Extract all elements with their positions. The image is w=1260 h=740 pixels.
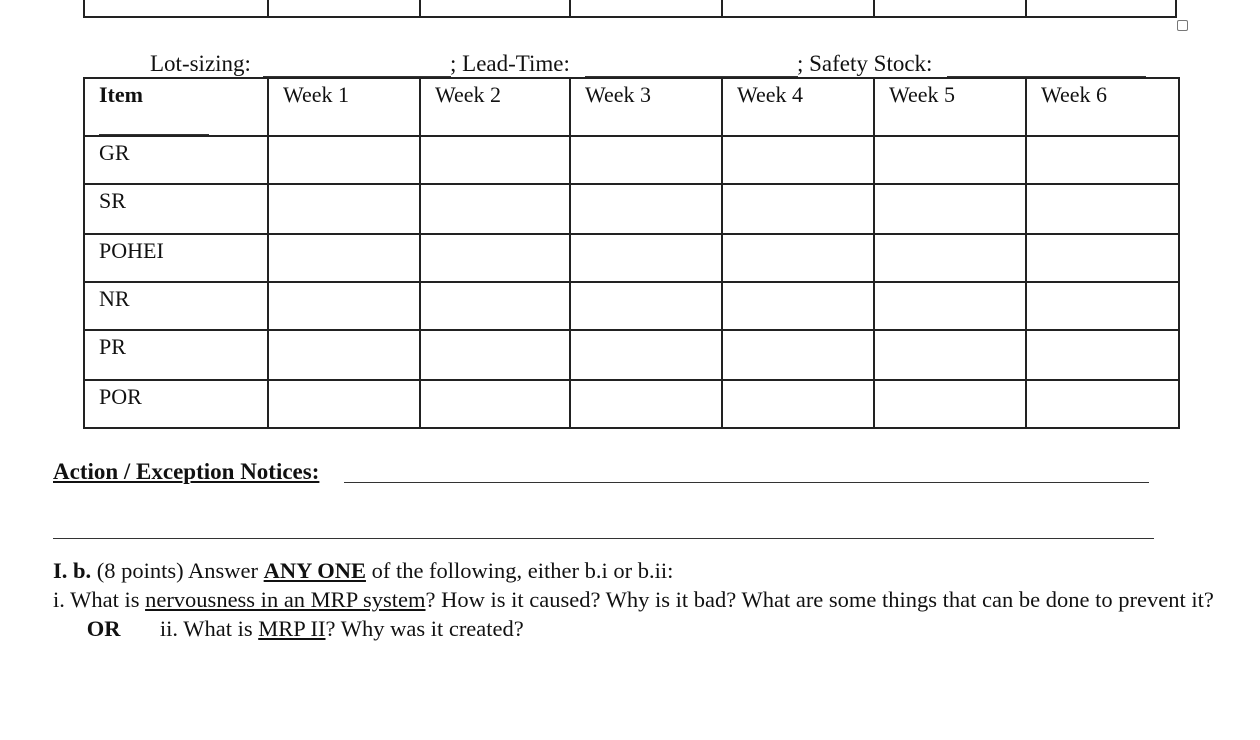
row-label: PR — [84, 330, 268, 380]
lot-sizing-field[interactable] — [263, 52, 451, 77]
previous-table-bottom — [83, 0, 1177, 18]
table-cell[interactable] — [1026, 234, 1179, 282]
row-label: SR — [84, 184, 268, 234]
table-row — [84, 330, 1179, 380]
table-cell[interactable] — [874, 234, 1026, 282]
table-cell[interactable] — [722, 282, 874, 330]
column-divider — [873, 0, 875, 16]
row-label: NR — [84, 282, 268, 330]
table-cell[interactable] — [268, 136, 420, 184]
notices-field-line-2[interactable] — [53, 538, 1154, 539]
notices-heading — [53, 458, 319, 486]
table-cell[interactable] — [420, 282, 570, 330]
table-cell[interactable] — [722, 136, 874, 184]
lot-sizing-label: Lot-sizing: — [150, 51, 251, 76]
or-separator: OR — [86, 616, 121, 641]
table-cell[interactable] — [874, 184, 1026, 234]
column-divider — [419, 0, 421, 16]
table-cell[interactable] — [268, 380, 420, 428]
table-cell[interactable] — [570, 184, 722, 234]
table-row — [84, 282, 1179, 330]
table-cell[interactable] — [570, 330, 722, 380]
table-cell[interactable] — [722, 184, 874, 234]
table-cell[interactable] — [874, 136, 1026, 184]
row-label: GR — [84, 136, 268, 184]
header-week: Week 2 — [420, 78, 570, 136]
question-block — [53, 556, 1233, 643]
column-divider — [721, 0, 723, 16]
table-cell[interactable] — [570, 380, 722, 428]
resize-handle-icon[interactable] — [1177, 20, 1188, 31]
header-item: Item — [84, 78, 268, 136]
table-cell[interactable] — [570, 136, 722, 184]
header-week: Week 4 — [722, 78, 874, 136]
table-row — [84, 380, 1179, 428]
question-id: I. b. — [53, 558, 92, 583]
notices-field-line-1[interactable] — [344, 482, 1149, 483]
header-week: Week 3 — [570, 78, 722, 136]
table-cell[interactable] — [1026, 380, 1179, 428]
lead-time-label: ; Lead-Time: — [450, 51, 570, 76]
table-cell[interactable] — [874, 380, 1026, 428]
column-divider — [1025, 0, 1027, 16]
table-cell[interactable] — [570, 282, 722, 330]
notices-label: Action / Exception Notices: — [53, 459, 320, 484]
table-cell[interactable] — [1026, 184, 1179, 234]
row-label: POHEI — [84, 234, 268, 282]
table-row — [84, 136, 1179, 184]
any-one-emphasis: ANY ONE — [263, 558, 366, 583]
table-cell[interactable] — [722, 380, 874, 428]
table-cell[interactable] — [874, 282, 1026, 330]
option-i-text: ? How is it caused? Why is it bad? What are some things that can be done to prevent it? — [425, 587, 1214, 612]
table-row — [84, 184, 1179, 234]
table-cell[interactable] — [420, 330, 570, 380]
header-week: Week 1 — [268, 78, 420, 136]
table-cell[interactable] — [1026, 136, 1179, 184]
table-cell[interactable] — [1026, 330, 1179, 380]
table-cell[interactable] — [874, 330, 1026, 380]
question-instructions: of the following, either b.i or b.ii: — [371, 558, 674, 583]
option-i-term: nervousness in an MRP system — [145, 587, 426, 612]
table-cell[interactable] — [420, 234, 570, 282]
column-divider — [267, 0, 269, 16]
table-cell[interactable] — [420, 184, 570, 234]
safety-stock-field[interactable] — [947, 52, 1146, 77]
table-cell[interactable] — [420, 136, 570, 184]
column-divider — [569, 0, 571, 16]
mrp-table — [83, 77, 1180, 429]
question-points: (8 points) Answer — [96, 558, 259, 583]
option-ii-prefix: ii. What is — [159, 616, 253, 641]
item-name-field[interactable] — [99, 134, 209, 135]
table-cell[interactable] — [1026, 282, 1179, 330]
option-ii-term: MRP II — [258, 616, 326, 641]
header-week: Week 5 — [874, 78, 1026, 136]
table-cell[interactable] — [722, 330, 874, 380]
option-ii-text: ? Why was it created? — [325, 616, 524, 641]
option-i-prefix: i. What is — [53, 587, 140, 612]
table-cell[interactable] — [570, 234, 722, 282]
table-cell[interactable] — [268, 234, 420, 282]
table-cell[interactable] — [420, 380, 570, 428]
safety-stock-label: ; Safety Stock: — [797, 51, 933, 76]
lead-time-field[interactable] — [585, 52, 798, 77]
table-header-row — [84, 78, 1179, 136]
table-row — [84, 234, 1179, 282]
row-label: POR — [84, 380, 268, 428]
table-cell[interactable] — [268, 330, 420, 380]
header-week: Week 6 — [1026, 78, 1179, 136]
table-cell[interactable] — [268, 184, 420, 234]
table-cell[interactable] — [722, 234, 874, 282]
table-cell[interactable] — [268, 282, 420, 330]
